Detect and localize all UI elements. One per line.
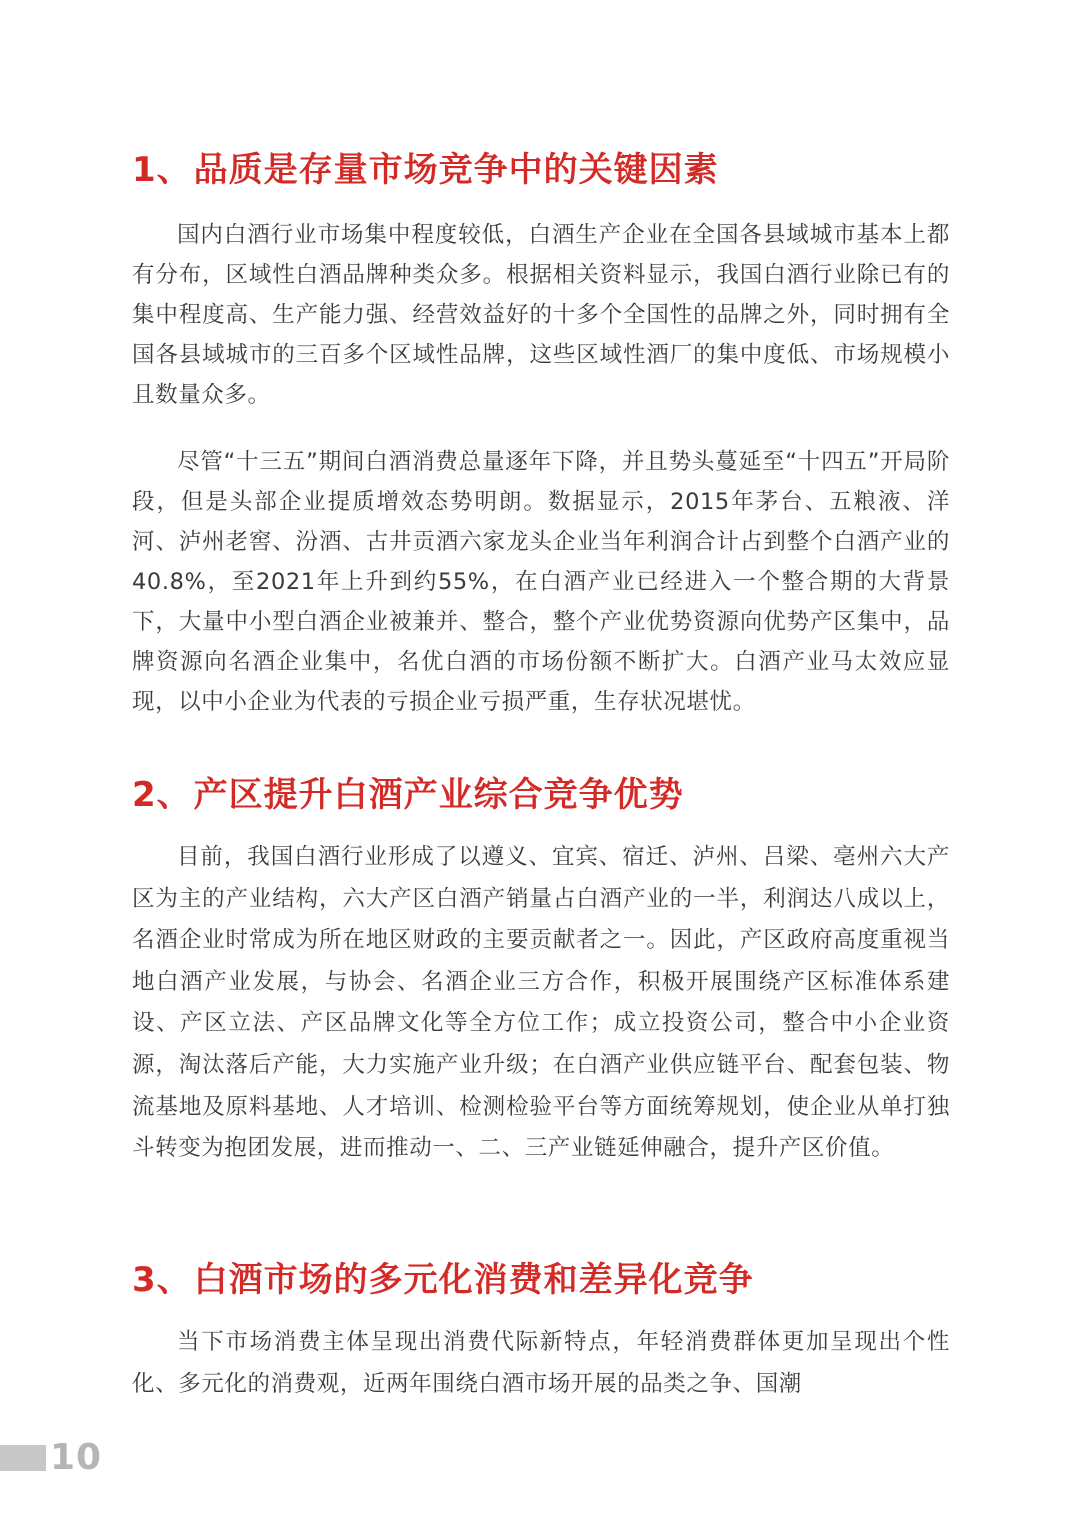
section-number-3: 3、 bbox=[132, 1260, 192, 1300]
section-number-2: 2、 bbox=[132, 775, 192, 815]
section-heading-2 bbox=[132, 775, 684, 815]
section-title-3: 白酒市场的多元化消费和差异化竞争 bbox=[193, 1260, 754, 1300]
paragraph-3-1: 当下市场消费主体呈现出消费代际新特点，年轻消费群体更加呈现出个性化、多元化的消费观，近两年围绕白酒市场开展的品类之争、国潮 bbox=[132, 1329, 950, 1397]
section-title-2: 产区提升白酒产业综合竞争优势 bbox=[193, 775, 684, 815]
paragraph-1-1: 国内白酒行业市场集中程度较低，白酒生产企业在全国各县域城市基本上都有分布，区域性白酒品牌种类众多。根据相关资料显示，我国白酒行业除已有的集中程度高、生产能力强、经营效益好的十多个全国性的品牌之外，同时拥有全国各县域城市的三百多个区域性品牌，这些区域性酒厂的集中度低、市场规模小且数量众多。 bbox=[132, 222, 950, 408]
page-number: 10 bbox=[50, 1437, 103, 1478]
section-heading-3 bbox=[132, 1260, 754, 1300]
page-number-bar bbox=[0, 1445, 46, 1471]
section-heading-1 bbox=[132, 150, 719, 190]
section-number-1: 1、 bbox=[132, 150, 192, 190]
paragraph-2-1: 目前，我国白酒行业形成了以遵义、宜宾、宿迁、泸州、吕梁、亳州六大产区为主的产业结构，六大产区白酒产销量占白酒产业的一半，利润达八成以上，名酒企业时常成为所在地区财政的主要贡献者之一。因此，产区政府高度重视当地白酒产业发展，与协会、名酒企业三方合作，积极开展围绕产区标准体系建设、产区立法、产区品牌文化等全方位工作；成立投资公司，整合中小企业资源，淘汰落后产能，大力实施产业升级；在白酒产业供应链平台、配套包装、物流基地及原料基地、人才培训、检测检验平台等方面统筹规划，使企业从单打独斗转变为抱团发展，进而推动一、二、三产业链延伸融合，提升产区价值。 bbox=[132, 844, 950, 1162]
paragraph-1-2: 尽管“十三五”期间白酒消费总量逐年下降，并且势头蔓延至“十四五”开局阶段，但是头部企业提质增效态势明朗。数据显示，2015年茅台、五粮液、洋河、泸州老窖、汾酒、古井贡酒六家龙头企业当年利润合计占到整个白酒产业的40.8%，至2021年上升到约55%，在白酒产业已经进入一个整合期的大背景下，大量中小型白酒企业被兼并、整合，整个产业优势资源向优势产区集中，品牌资源向名酒企业集中，名优白酒的市场份额不断扩大。白酒产业马太效应显现，以中小企业为代表的亏损企业亏损严重，生存状况堪忧。 bbox=[132, 449, 950, 715]
section-title-1: 品质是存量市场竞争中的关键因素 bbox=[193, 150, 719, 190]
